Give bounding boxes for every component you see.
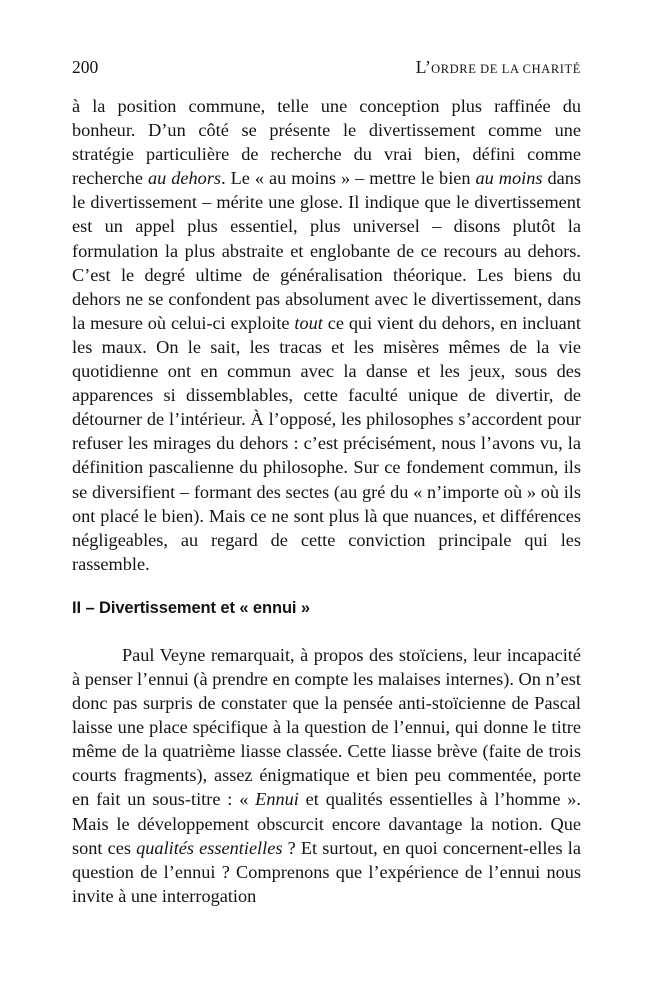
body-paragraph-1	[72, 94, 581, 576]
book-page	[72, 56, 581, 908]
running-header	[72, 56, 581, 80]
body-paragraph-2	[72, 643, 581, 908]
italic-run: qualités essentielles	[136, 837, 283, 858]
section-heading: II – Divertissement et « ennui »	[72, 598, 310, 617]
italic-run: tout	[294, 312, 323, 333]
running-title	[416, 56, 581, 80]
italic-run: au moins	[475, 168, 543, 189]
text-run: dans le divertissement – mérite une glose. Il indique que le divertissement est un appel plus essentiel, plus universel – disons plutôt la formulation la plus abstraite et englobante de ce recours au dehors. C’est le degré ultime de généralisation théorique. Les biens du dehors ne se confondent pas absolument avec le divertissement, dans la mesure où celui-ci exploite	[72, 168, 581, 333]
running-title-initial: L’	[415, 57, 432, 77]
italic-run: Ennui	[255, 789, 299, 810]
text-run: . Le « au moins » – mettre le bien	[221, 168, 476, 189]
text-run: à la position commune, telle une conception plus raffinée du bonheur. D’un côté se présente le divertissement comme une stratégie particulière de recherche du vrai bien, défini comme recherche	[72, 96, 581, 189]
text-run: Paul Veyne remarquait, à propos des stoïciens, leur incapacité à penser l’ennui (à prendre en compte les malaises internes). On n’est donc pas surpris de constater que la pensée anti-stoïcienne de Pascal laisse une place spécifique à la question de l’ennui, qui donne le titre même de la quatrième liasse classée. Cette liasse brève (faite de trois courts fragments), assez énigmatique et bien peu commentée, porte en fait un sous-titre : «	[72, 644, 581, 810]
text-run: ce qui vient du dehors, en incluant les maux. On le sait, les tracas et les misères mêmes de la vie quotidienne ont en commun avec la danse et les jeux, sous des apparences si dissemblables, cette faculté unique de divertir, de détourner de l’intérieur. À l’opposé, les philosophes s’accordent pour refuser les mirages du dehors : c’est précisément, nous l’avons vu, la définition pascalienne du philosophe. Sur ce fondement commun, ils se diversifient – formant des sectes (au gré du « n’importe où » où ils ont placé le bien). Mais ce ne sont plus là que nuances, et différences négligeables, au regard de cette conviction principale qui les rassemble.	[72, 312, 581, 574]
running-title-smallcaps: ORDRE DE LA CHARITÉ	[431, 62, 581, 76]
italic-run: au dehors	[148, 168, 222, 189]
page-number: 200	[72, 57, 99, 77]
text-run: ? Et surtout, en quoi concernent-elles la question de l’ennui ? Comprenons que l’expérience de l’ennui nous invite à une interrogation	[72, 837, 581, 906]
text-run: et qualités essentielles à l’homme ». Mais le développement obscurcit encore davantage la notion. Que sont ces	[72, 789, 581, 858]
